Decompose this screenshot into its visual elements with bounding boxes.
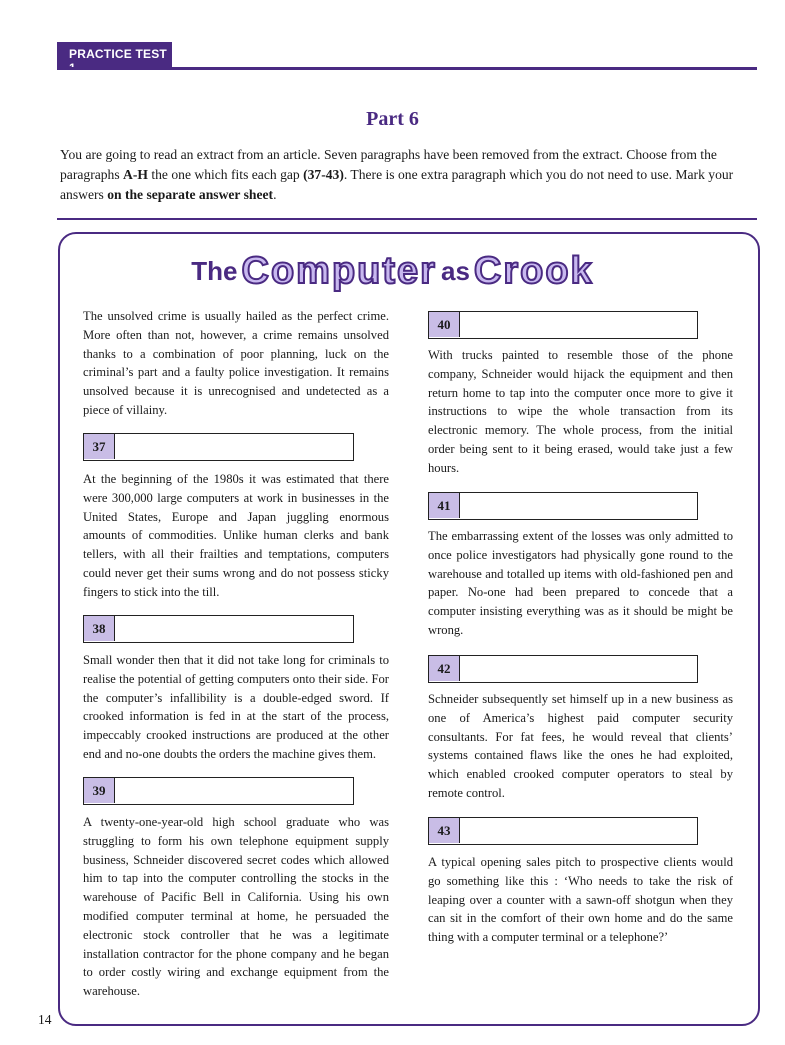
gap-number-40: 40 <box>429 312 460 337</box>
gap-number-37: 37 <box>84 434 115 459</box>
gap-box-41[interactable] <box>428 492 698 520</box>
instructions-bold-3: on the separate answer sheet <box>107 187 274 202</box>
instructions <box>60 145 760 205</box>
paragraph-7-text: A typical opening sales pitch to prospective clients would go something like this : ‘Who needs to take the risk of leaping over a counter with a sawn-off shotgun when they can sit in the comfort of their own home and do the same thing with a computer terminal or a telephone?’ <box>428 855 733 945</box>
title-word-the: The <box>191 256 238 286</box>
paragraph-2-text: Small wonder then that it did not take long for criminals to realise the potential of getting computers onto their side. For the computer’s infallibility is a double-edged sword. If crooked information is fed in at the start of the process, impeccably crooked instructions are produced at the other end and no-one doubts the orders the machine gives them. <box>83 653 389 761</box>
article-title <box>0 250 785 300</box>
paragraph-2 <box>83 651 389 764</box>
gap-box-43[interactable] <box>428 817 698 845</box>
title-word-crook: Crook <box>473 250 594 292</box>
gap-box-42[interactable] <box>428 655 698 683</box>
paragraph-5 <box>428 527 733 640</box>
instructions-bold-1: A-H <box>123 167 148 182</box>
paragraph-4 <box>428 346 733 478</box>
header-tab <box>57 42 172 68</box>
page-number: 14 <box>38 1012 52 1027</box>
paragraph-3 <box>83 813 389 1001</box>
instructions-bold-2: (37-43) <box>303 167 344 182</box>
instructions-rule <box>57 218 757 220</box>
gap-box-40[interactable] <box>428 311 698 339</box>
gap-box-37[interactable] <box>83 433 354 461</box>
paragraph-5-text: The embarrassing extent of the losses was only admitted to once police investigators had physically gone round to the warehouse and totalled up items with old-fashioned pen and paper. No-one had been prepared to concede that a computer insisting everything was as it should be might be wrong. <box>428 529 733 637</box>
paragraph-6 <box>428 690 733 803</box>
paragraph-4-text: With trucks painted to resemble those of the phone company, Schneider would hijack the equipment and then return home to tap into the computer once more to give it instructions to wipe the whole transaction from its electronic memory. The whole process, from the initial order being sent to it being erased, would take just a few hours. <box>428 348 733 475</box>
header-tab-label: PRACTICE TEST <box>69 47 167 61</box>
paragraph-1 <box>83 470 389 602</box>
paragraph-6-text: Schneider subsequently set himself up in a new business as one of America’s highest paid computer security consultants. For fat fees, he would reveal that clients’ systems contained flaws like the ones he had exploited, which enabled crooked computer operators to steal by remote control. <box>428 692 733 800</box>
instructions-text-2: the one which fits each gap <box>147 167 304 182</box>
gap-number-42: 42 <box>429 656 460 681</box>
gap-number-39: 39 <box>84 778 115 803</box>
header-rule <box>57 67 757 70</box>
paragraph-intro-text: The unsolved crime is usually hailed as the perfect crime. More often than not, however, a crime remains unsolved thanks to a combination of poor planning, luck on the criminal’s part and a faulty police investigation. It remains unsolved because it is unrecognised and undetected as a piece of villainy. <box>83 309 389 417</box>
gap-box-39[interactable] <box>83 777 354 805</box>
paragraph-7 <box>428 853 733 947</box>
gap-number-43: 43 <box>429 818 460 843</box>
instructions-text-3: . There is one extra paragraph which you do not need to use. Mark your answers <box>60 167 734 202</box>
title-word-as: as <box>440 256 470 286</box>
paragraph-1-text: At the beginning of the 1980s it was estimated that there were 300,000 large computers at work in businesses in the United States, Europe and Japan juggling enormous amounts of commodities. Unlike human clerks and bank tellers, with all their frailties and temptations, computers could never get their sums wrong and do not possess sticky fingers to stick into the till. <box>83 472 389 599</box>
part-title: Part 6 <box>366 108 419 130</box>
title-word-computer: Computer <box>241 250 437 292</box>
instructions-text-4: . <box>273 187 277 202</box>
paragraph-intro <box>83 307 389 420</box>
instructions-text-1: You are going to read an extract from an article. Seven paragraphs have been removed from the extract. Choose from the paragraphs <box>60 147 717 182</box>
gap-number-41: 41 <box>429 493 460 518</box>
gap-box-38[interactable] <box>83 615 354 643</box>
paragraph-3-text: A twenty-one-year-old high school graduate who was struggling to form his own telephone equipment supply business, Schneider discovered secret codes which allowed him to tap into the computer controlling the stocks in the warehouse of Pacific Bell in California. Using his own modified computer terminal at home, he persuaded the electronic stock controller that he was a legitimate installation contractor for the phone company and he began to order costly wiring and exchange equipment from the warehouse. <box>83 815 389 999</box>
gap-number-38: 38 <box>84 616 115 641</box>
